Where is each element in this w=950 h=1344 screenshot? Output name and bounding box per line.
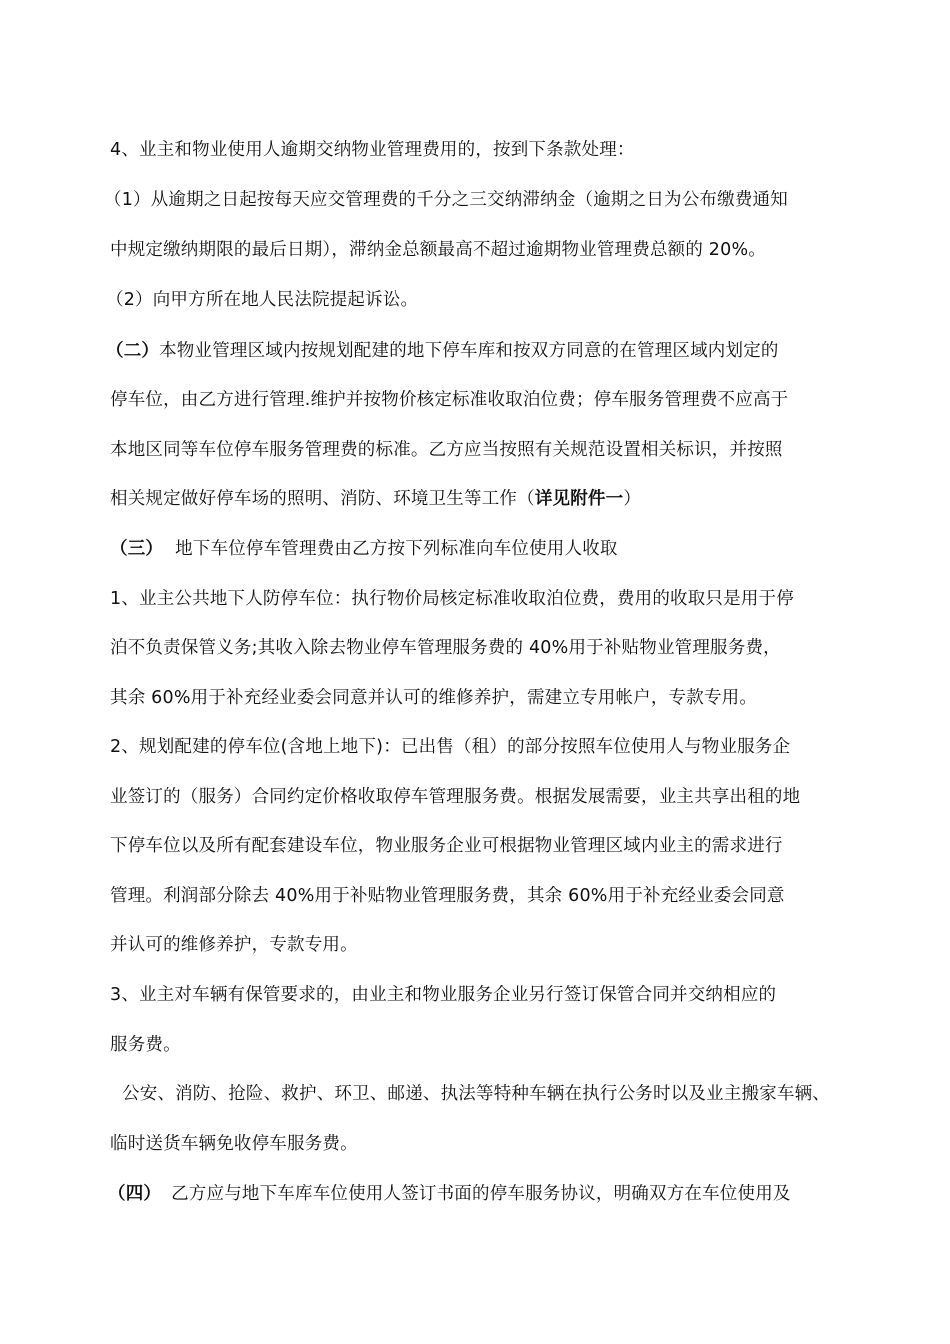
- attachment-reference: 详见附件一: [534, 489, 624, 509]
- section3-item2-line2: 业签订的（服务）合同约定价格收取停车管理服务费。根据发展需要，业主共享出租的地: [110, 787, 801, 807]
- section3-item2-line1: 2、规划配建的停车位(含地上地下)：已出售（租）的部分按照车位使用人与物业服务企: [110, 737, 791, 757]
- section3-item2-line3: 下停车位以及所有配套建设车位，物业服务企业可根据物业管理区域内业主的需求进行: [110, 836, 783, 856]
- section3-heading: [110, 537, 618, 561]
- item4-heading: 4、业主和物业使用人逾期交纳物业管理费用的，按到下条款处理：: [110, 140, 635, 160]
- item4-sub2: （2）向甲方所在地人民法院提起诉讼。: [106, 290, 419, 310]
- section4-line1: [108, 1182, 791, 1206]
- section3-item2-line4: 管理。利润部分除去 40%用于补贴物业管理服务费，其余 60%用于补充经业委会同意: [110, 886, 785, 906]
- section3-label: （三）: [110, 539, 164, 559]
- section2-line1-text: 本物业管理区域内按规划配建的地下停车库和按双方同意的在管理区域内划定的: [159, 341, 779, 361]
- section2-line4-prefix: 相关规定做好停车场的照明、消防、环境卫生等工作（: [110, 489, 535, 509]
- section4-line1-text: 乙方应与地下车库车位使用人签订书面的停车服务协议，明确双方在车位使用及: [171, 1184, 791, 1204]
- section3-item1-line3: 其余 60%用于补充经业委会同意并认可的维修养护，需建立专用帐户，专款专用。: [110, 688, 758, 708]
- section3-item3-line1: 3、业主对车辆有保管要求的，由业主和物业服务企业另行签订保管合同并交纳相应的: [110, 985, 777, 1005]
- section3-heading-text: 地下车位停车管理费由乙方按下列标准向车位使用人收取: [175, 539, 618, 559]
- section2-line1: [106, 339, 779, 363]
- section2-line3: 本地区同等车位停车服务管理费的标准。乙方应当按照有关规范设置相关标识，并按照: [110, 440, 783, 460]
- item4-sub1-line1: （1）从逾期之日起按每天应交管理费的千分之三交纳滞纳金（逾期之日为公布缴费通知: [104, 190, 788, 210]
- item4-sub1-line2: 中规定缴纳期限的最后日期），滞纳金总额最高不超过逾期物业管理费总额的 20%。: [110, 240, 767, 260]
- exempt-vehicles-line2: 临时送货车辆免收停车服务费。: [110, 1134, 358, 1154]
- section3-item2-line5: 并认可的维修养护，专款专用。: [110, 935, 358, 955]
- section2-line2: 停车位，由乙方进行管理.维护并按物价核定标准收取泊位费；停车服务管理费不应高于: [110, 390, 789, 410]
- section2-line4-suffix: ）: [623, 489, 642, 509]
- section2-line4: [110, 487, 641, 511]
- section2-label: （二）: [106, 341, 160, 361]
- section4-label: （四）: [108, 1184, 162, 1204]
- section3-item3-line2: 服务费。: [110, 1035, 181, 1055]
- section3-item1-line1: 1、业主公共地下人防停车位：执行物价局核定标准收取泊位费，费用的收取只是用于停: [110, 589, 794, 609]
- section3-item1-line2: 泊不负责保管义务;其收入除去物业停车管理服务费的 40%用于补贴物业管理服务费，: [110, 638, 781, 658]
- exempt-vehicles-line1: 公安、消防、抢险、救护、环卫、邮递、执法等特种车辆在执行公务时以及业主搬家车辆、: [122, 1084, 830, 1104]
